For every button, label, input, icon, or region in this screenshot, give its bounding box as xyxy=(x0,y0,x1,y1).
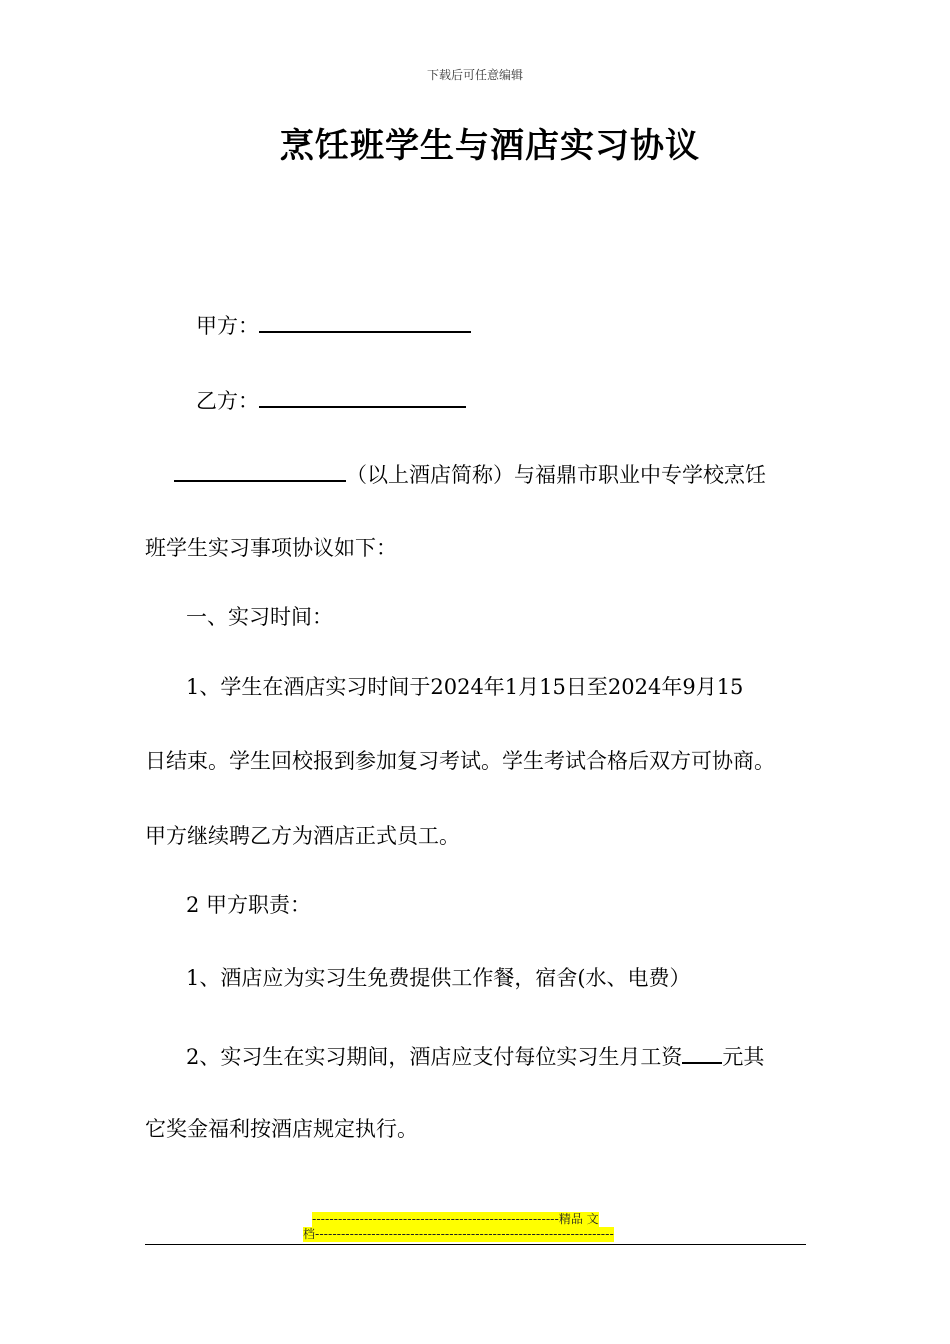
party-b-label: 乙方： xyxy=(196,389,259,413)
party-a-label: 甲方： xyxy=(196,314,259,338)
section1-para-line-2: 日结束。学生回校报到参加复习考试。学生考试合格后双方可协商。 xyxy=(145,749,775,773)
party-a-blank xyxy=(259,309,471,333)
party-a-line xyxy=(196,309,471,340)
section1-para-line-1: 1、学生在酒店实习时间于2024年1月15日至2024年9月15 xyxy=(186,675,744,699)
section2-item-1: 1、酒店应为实习生免费提供工作餐，宿舍(水、电费） xyxy=(186,966,691,990)
document-title: 烹饪班学生与酒店实习协议 xyxy=(280,126,700,166)
intro-text-1: （以上酒店简称）与福鼎市职业中专学校烹饪 xyxy=(346,463,766,487)
section2-item-2-text: 2、实习生在实习期间，酒店应支付每位实习生月工资 xyxy=(186,1045,683,1069)
party-b-blank xyxy=(259,384,466,408)
footer-watermark-line-1: ---------------------------------------------------------精品 文 xyxy=(312,1212,599,1226)
section1-para-line-3: 甲方继续聘乙方为酒店正式员工。 xyxy=(145,824,460,848)
header-note: 下载后可任意编辑 xyxy=(426,68,523,82)
section2-item-2-line-1 xyxy=(186,1040,764,1071)
intro-line-1 xyxy=(174,458,766,489)
footer-watermark-line-2: 档--------------------------------------------------------------------- xyxy=(303,1227,614,1241)
intro-line-2: 班学生实习事项协议如下： xyxy=(145,536,397,560)
wage-blank xyxy=(682,1040,722,1064)
hotel-name-blank xyxy=(174,458,346,482)
footer-rule xyxy=(145,1244,806,1245)
party-b-line xyxy=(196,384,466,415)
section1-heading: 一、实习时间： xyxy=(186,605,333,629)
section2-item-2-tail: 元其 xyxy=(722,1045,765,1069)
section2-heading: 2 甲方职责： xyxy=(186,893,312,917)
section2-item-2-line-2: 它奖金福利按酒店规定执行。 xyxy=(145,1117,418,1141)
